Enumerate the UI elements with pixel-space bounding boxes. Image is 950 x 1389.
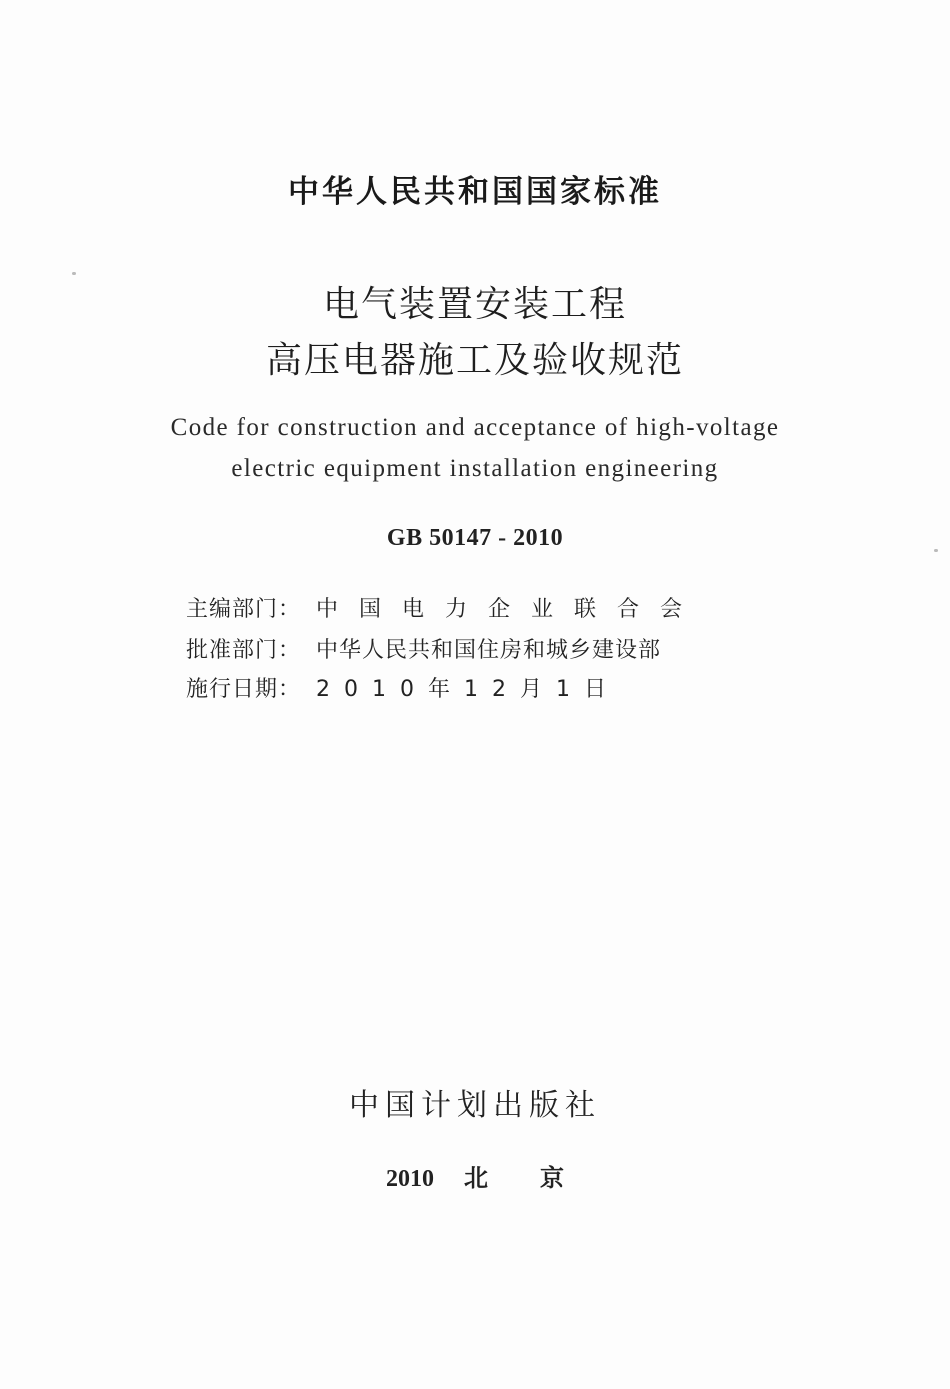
imprint xyxy=(0,1158,950,1193)
standard-number: GB 50147 - 2010 xyxy=(386,525,564,551)
english-title-line-2: electric equipment installation engineering xyxy=(231,455,719,482)
approver-value: 中华人民共和国住房和城乡建设部 xyxy=(316,637,662,663)
english-title-line-1: Code for construction and acceptance of high-voltage xyxy=(170,414,780,441)
standard-category-heading: 中华人民共和国国家标准 xyxy=(288,174,662,210)
approver-row xyxy=(186,633,661,663)
chinese-title-line-1: 电气装置安装工程 xyxy=(322,284,627,325)
scan-speck xyxy=(934,549,938,552)
scan-speck xyxy=(72,272,76,275)
editor-value: 中国电力企业联合会 xyxy=(316,596,704,622)
imprint-city: 北京 xyxy=(464,1166,616,1192)
editor-row xyxy=(186,592,703,622)
effective-date-value: 2010年12月1日 xyxy=(316,676,620,702)
editor-label: 主编部门： xyxy=(186,596,302,622)
effective-date-row xyxy=(186,672,620,702)
effective-date-label: 施行日期： xyxy=(186,676,302,702)
chinese-title-line-2: 高压电器施工及验收规范 xyxy=(265,340,684,381)
imprint-year: 2010 xyxy=(386,1166,434,1192)
publisher-name: 中国计划出版社 xyxy=(349,1088,601,1123)
approver-label: 批准部门： xyxy=(186,637,302,663)
